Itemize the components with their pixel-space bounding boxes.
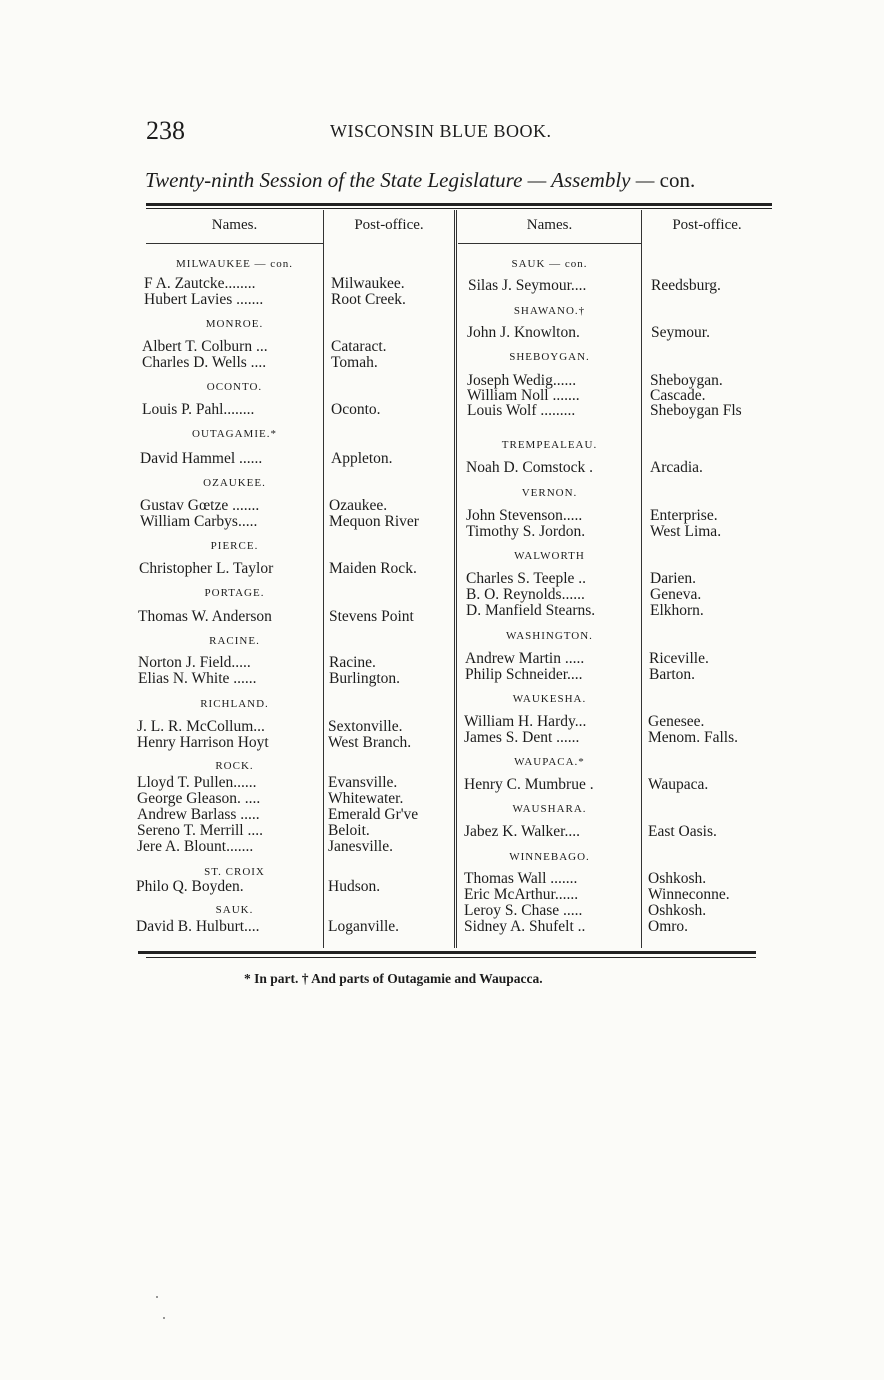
county-heading: SAUK — con. — [511, 258, 588, 270]
table-title-continued: con. — [659, 168, 696, 192]
post-office: Darien. — [650, 570, 697, 587]
bottom-rule-thin — [146, 957, 756, 958]
county-heading: PORTAGE. — [204, 587, 265, 599]
header-post-right: Post-office. — [672, 217, 742, 233]
post-office: Beloit. — [328, 822, 370, 839]
county-heading: WAUPACA.* — [514, 756, 585, 768]
top-rule-thin — [146, 208, 772, 209]
county-heading: MILWAUKEE — con. — [176, 258, 293, 270]
post-office: Loganville. — [328, 918, 400, 935]
bottom-rule — [138, 951, 756, 954]
post-office: Tomah. — [331, 354, 378, 371]
member-name: Louis Wolf ......... — [467, 402, 576, 419]
member-name: Thomas W. Anderson — [138, 608, 272, 625]
post-office: Evansville. — [328, 774, 398, 791]
county-heading: OCONTO. — [206, 381, 263, 393]
county-heading: OZAUKEE. — [203, 477, 266, 489]
member-name: Noah D. Comstock . — [466, 459, 594, 476]
member-name: Hubert Lavies ....... — [144, 291, 264, 308]
top-rule — [146, 203, 772, 206]
header-rule — [458, 243, 641, 244]
county-heading: SHEBOYGAN. — [509, 351, 590, 363]
post-office: Whitewater. — [328, 790, 404, 807]
member-name: John J. Knowlton. — [467, 324, 580, 341]
post-office: Riceville. — [649, 650, 709, 667]
post-office: Elkhorn. — [650, 602, 704, 619]
post-office: Mequon River — [329, 513, 419, 530]
member-name: Lloyd T. Pullen...... — [137, 774, 257, 791]
post-office: Enterprise. — [650, 507, 718, 524]
post-office: Reedsburg. — [651, 277, 721, 294]
member-name: Jabez K. Walker.... — [464, 823, 580, 840]
post-office: Hudson. — [328, 878, 381, 895]
post-office: Root Creek. — [331, 291, 406, 308]
county-heading: VERNON. — [521, 487, 578, 499]
post-office: Cataract. — [331, 338, 387, 355]
post-office: Sheboygan Fls — [650, 402, 742, 419]
member-name: Andrew Martin ..... — [465, 650, 585, 667]
member-name: William Noll ....... — [467, 387, 580, 404]
post-office: Racine. — [329, 654, 376, 671]
member-name: Joseph Wedig...... — [467, 372, 577, 389]
county-heading: ST. CROIX — [204, 866, 265, 878]
page-speck — [156, 1296, 158, 1298]
header-post-left: Post-office. — [354, 217, 424, 233]
post-office: Barton. — [649, 666, 696, 683]
county-heading: WALWORTH — [514, 550, 585, 562]
county-heading: WAUKESHA. — [512, 693, 587, 705]
post-office: Oshkosh. — [648, 902, 707, 919]
member-name: Jere A. Blount....... — [137, 838, 254, 855]
county-heading: ROCK. — [215, 760, 254, 772]
county-heading: TREMPEALEAU. — [501, 439, 598, 451]
county-heading: PIERCE. — [210, 540, 259, 552]
post-office: Genesee. — [648, 713, 705, 730]
post-office: Stevens Point — [329, 608, 414, 625]
county-heading: SHAWANO.† — [513, 305, 586, 317]
county-heading: RACINE. — [209, 635, 260, 647]
member-name: David Hammel ...... — [140, 450, 263, 467]
table-title — [145, 168, 775, 193]
column-divider — [641, 210, 642, 948]
member-name: Christopher L. Taylor — [139, 560, 274, 577]
member-name: Leroy S. Chase ..... — [464, 902, 583, 919]
post-office: Cascade. — [650, 387, 706, 404]
post-office: Appleton. — [331, 450, 393, 467]
county-heading: SAUK. — [215, 904, 254, 916]
post-office: Arcadia. — [650, 459, 703, 476]
member-name: William H. Hardy... — [464, 713, 587, 730]
post-office: Maiden Rock. — [329, 560, 417, 577]
page-speck — [163, 1317, 165, 1319]
post-office: East Oasis. — [648, 823, 717, 840]
center-divider — [454, 210, 457, 948]
post-office: West Branch. — [328, 734, 412, 751]
member-name: Sereno T. Merrill .... — [137, 822, 263, 839]
header-names-right: Names. — [526, 217, 573, 233]
post-office: Milwaukee. — [331, 275, 405, 292]
member-name: Sidney A. Shufelt .. — [464, 918, 586, 935]
member-name: Andrew Barlass ..... — [137, 806, 260, 823]
member-name: Louis P. Pahl........ — [142, 401, 255, 418]
member-name: Henry C. Mumbrue . — [464, 776, 594, 793]
post-office: Ozaukee. — [329, 497, 388, 514]
county-heading: WINNEBAGO. — [509, 851, 590, 863]
post-office: Sheboygan. — [650, 372, 723, 389]
county-heading: RICHLAND. — [200, 698, 269, 710]
member-name: Henry Harrison Hoyt — [137, 734, 269, 751]
member-name: Gustav Gœtze ....... — [140, 497, 260, 514]
post-office: Emerald Gr've — [328, 806, 419, 823]
post-office: Omro. — [648, 918, 689, 935]
header-rule — [146, 243, 323, 244]
member-name: John Stevenson..... — [466, 507, 583, 524]
post-office: Menom. Falls. — [648, 729, 738, 746]
member-name: Norton J. Field..... — [138, 654, 251, 671]
running-head: WISCONSIN BLUE BOOK. — [330, 121, 552, 141]
county-heading: OUTAGAMIE.* — [192, 428, 277, 440]
member-name: Philo Q. Boyden. — [136, 878, 244, 895]
member-name: James S. Dent ...... — [464, 729, 580, 746]
member-name: Albert T. Colburn ... — [142, 338, 268, 355]
member-name: B. O. Reynolds...... — [466, 586, 585, 603]
column-divider — [323, 210, 324, 948]
post-office: Waupaca. — [648, 776, 709, 793]
member-name: J. L. R. McCollum... — [137, 718, 265, 735]
table-title-text: Twenty-ninth Session of the State Legislature — Assembly — — [145, 168, 655, 192]
member-name: Timothy S. Jordon. — [466, 523, 586, 540]
post-office: Winneconne. — [648, 886, 730, 903]
member-name: David B. Hulburt.... — [136, 918, 260, 935]
county-heading: WAUSHARA. — [512, 803, 587, 815]
member-name: Thomas Wall ....... — [464, 870, 578, 887]
member-name: F A. Zautcke........ — [144, 275, 256, 292]
member-name: George Gleason. .... — [137, 790, 261, 807]
post-office: Seymour. — [651, 324, 710, 341]
member-name: Charles S. Teeple .. — [466, 570, 587, 587]
member-name: Elias N. White ...... — [138, 670, 257, 687]
post-office: Burlington. — [329, 670, 401, 687]
post-office: Geneva. — [650, 586, 702, 603]
member-name: William Carbys..... — [140, 513, 258, 530]
post-office: Sextonville. — [328, 718, 403, 735]
county-heading: WASHINGTON. — [506, 630, 593, 642]
member-name: D. Manfield Stearns. — [466, 602, 596, 619]
post-office: Oconto. — [331, 401, 381, 418]
post-office: West Lima. — [650, 523, 722, 540]
county-heading: MONROE. — [205, 318, 264, 330]
member-name: Silas J. Seymour.... — [468, 277, 587, 294]
page-number: 238 — [146, 116, 185, 145]
member-name: Philip Schneider.... — [465, 666, 583, 683]
post-office: Oshkosh. — [648, 870, 707, 887]
header-names-left: Names. — [211, 217, 258, 233]
member-name: Eric McArthur...... — [464, 886, 579, 903]
post-office: Janesville. — [328, 838, 393, 855]
member-name: Charles D. Wells .... — [142, 354, 267, 371]
footnote: * In part. † And parts of Outagamie and Waupacca. — [244, 971, 543, 986]
